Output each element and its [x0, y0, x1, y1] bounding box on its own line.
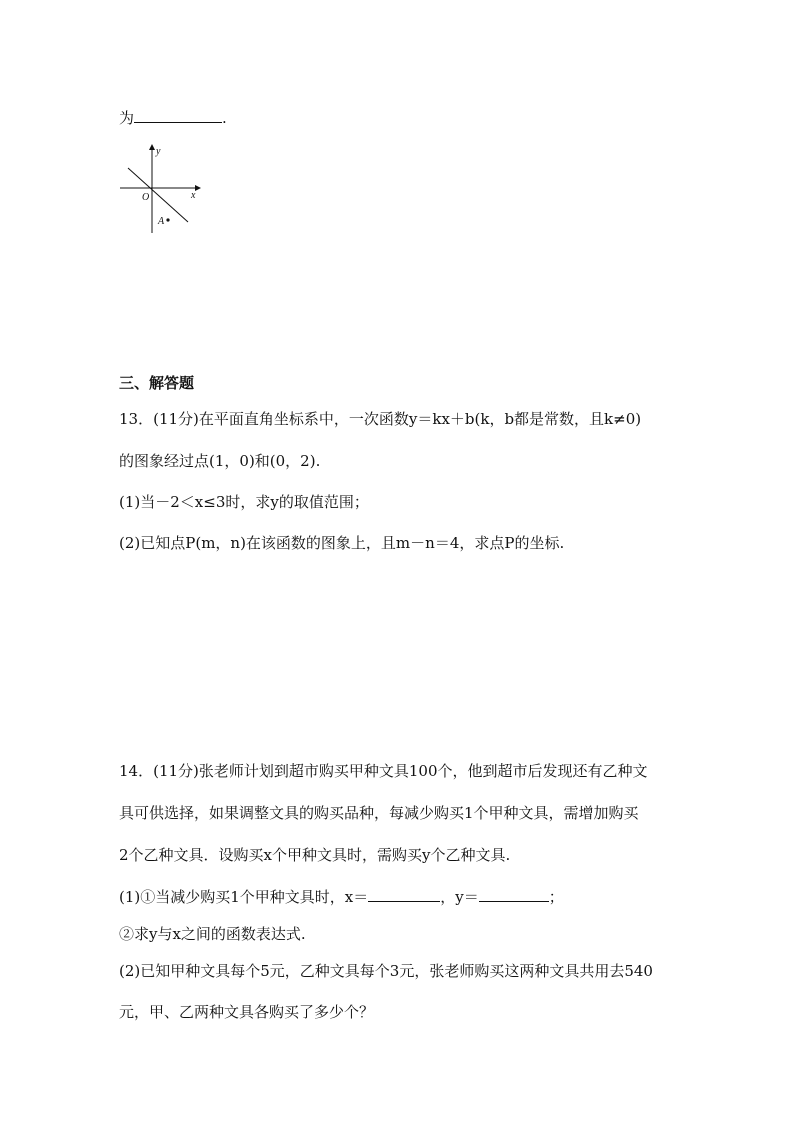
- y-answer-blank[interactable]: [479, 887, 549, 902]
- point-a-label: A: [158, 216, 165, 227]
- y-axis-label: y: [156, 146, 161, 157]
- q14-part1a-prefix: (1)①当减少购买1个甲种文具时，x＝: [119, 888, 369, 906]
- x-axis-label: x: [191, 190, 196, 201]
- q12-coordinate-figure: [118, 140, 208, 235]
- q14-part1b: ②求y与x之间的函数表达式.: [119, 925, 306, 943]
- q13-part2: (2)已知点P(m，n)在该函数的图象上，且m－n＝4，求点P的坐标.: [119, 534, 565, 552]
- function-line: [128, 168, 188, 222]
- q12-tail-suffix: .: [222, 109, 227, 127]
- q14-part2-line2: 元，甲、乙两种文具各购买了多少个？: [119, 1003, 375, 1021]
- q14-line2: 具可供选择，如果调整文具的购买品种，每减少购买1个甲种文具，需增加购买: [119, 804, 639, 822]
- q12-answer-line: [119, 108, 227, 128]
- q14-part2-line1: (2)已知甲种文具每个5元，乙种文具每个3元，张老师购买这两种文具共用去540: [119, 962, 653, 980]
- q14-line1: 14．(11分)张老师计划到超市购买甲种文具100个，他到超市后发现还有乙种文: [119, 762, 648, 780]
- q14-part1a-suffix: ；: [548, 888, 564, 906]
- section-title: 三、解答题: [119, 374, 195, 392]
- q13-line2: 的图象经过点(1，0)和(0，2).: [119, 452, 321, 470]
- q12-answer-blank[interactable]: [134, 108, 222, 123]
- x-answer-blank[interactable]: [368, 887, 440, 902]
- q12-tail-prefix: 为: [119, 109, 135, 127]
- q14-part1a-mid: ，y＝: [440, 888, 479, 906]
- point-a: [166, 218, 169, 221]
- q13-part1: (1)当－2＜x≤3时，求y的取值范围；: [119, 493, 369, 511]
- q14-line3: 2个乙种文具．设购买x个甲种文具时，需购买y个乙种文具.: [119, 846, 511, 864]
- q13-line1: 13．(11分)在平面直角坐标系中，一次函数y＝kx＋b(k，b都是常数，且k≠0): [119, 410, 642, 428]
- q14-part1a: [119, 887, 564, 907]
- origin-label: O: [142, 192, 150, 203]
